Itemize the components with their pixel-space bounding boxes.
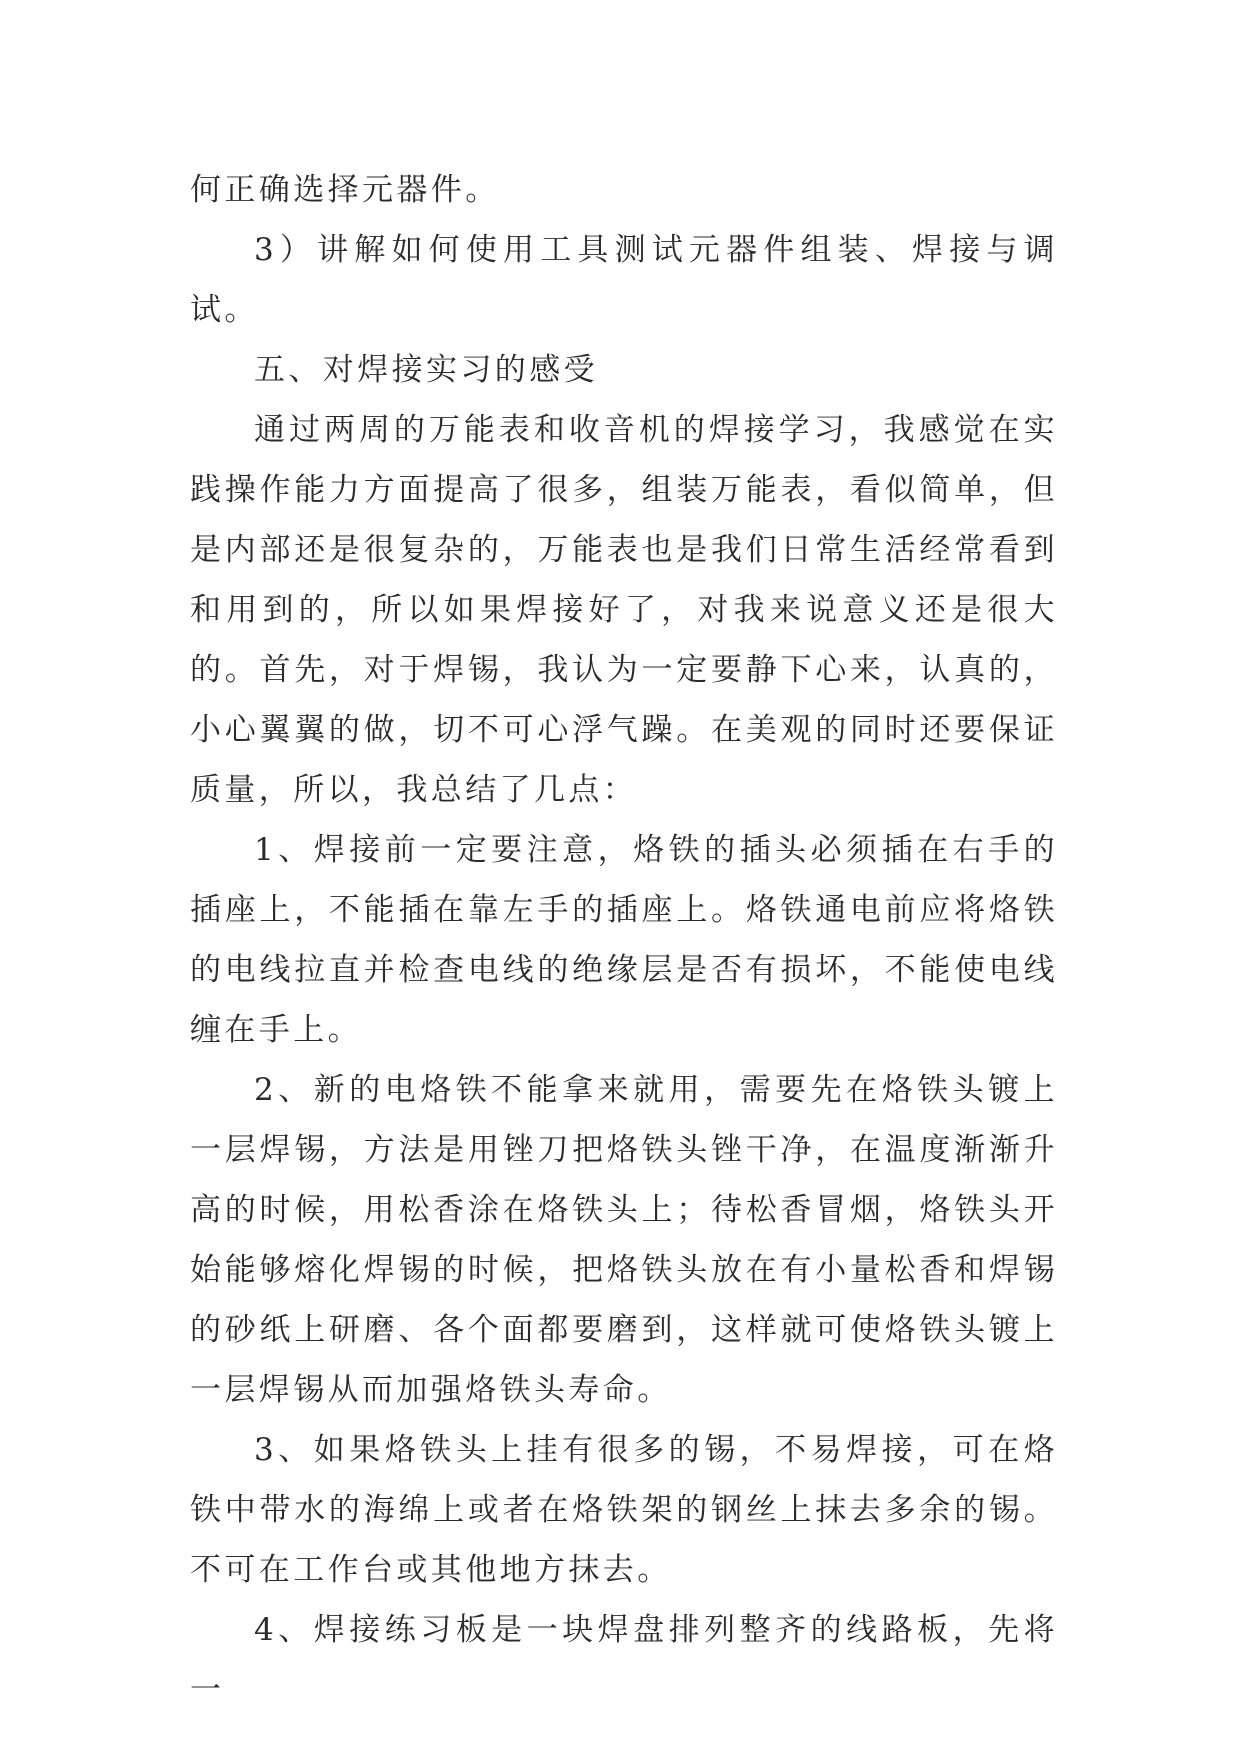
paragraph-point-2: 2、新的电烙铁不能拿来就用，需要先在烙铁头镀上一层焊锡，方法是用锉刀把烙铁头锉干净，在温度渐渐升高的时候，用松香涂在烙铁头上；待松香冒烟，烙铁头开始能够熔化焊锡的时候，把烙铁头放在有小量松香和焊锡的砂纸上研磨、各个面都要磨到，这样就可使烙铁头镀上一层焊锡从而加强烙铁头寿命。 [190, 1072, 1058, 1408]
paragraph-intro: 通过两周的万能表和收音机的焊接学习，我感觉在实践操作能力方面提高了很多，组装万能表，看似简单，但是内部还是很复杂的，万能表也是我们日常生活经常看到和用到的，所以如果焊接好了，对我来说意义还是很大的。首先，对于焊锡，我认为一定要静下心来，认真的，小心翼翼的做，切不可心浮气躁。在美观的同时还要保证质量，所以，我总结了几点： [190, 412, 1058, 808]
paragraph-continuation: 何正确选择元器件。 [190, 172, 500, 208]
section-heading: 五、对焊接实习的感受 [254, 352, 598, 388]
paragraph-point-4: 4、焊接练习板是一块焊盘排列整齐的线路板，先将一 [190, 1612, 1058, 1708]
paragraph-point-1: 1、焊接前一定要注意，烙铁的插头必须插在右手的插座上，不能插在靠左手的插座上。烙铁通电前应将烙铁的电线拉直并检查电线的绝缘层是否有损坏，不能使电线缠在手上。 [190, 832, 1058, 1048]
paragraph-point-3: 3、如果烙铁头上挂有很多的锡，不易焊接，可在烙铁中带水的海绵上或者在烙铁架的钢丝上抹去多余的锡。不可在工作台或其他地方抹去。 [190, 1432, 1058, 1588]
paragraph-list-item-3: 3）讲解如何使用工具测试元器件组装、焊接与调试。 [190, 232, 1058, 328]
document-body [190, 160, 1058, 1720]
